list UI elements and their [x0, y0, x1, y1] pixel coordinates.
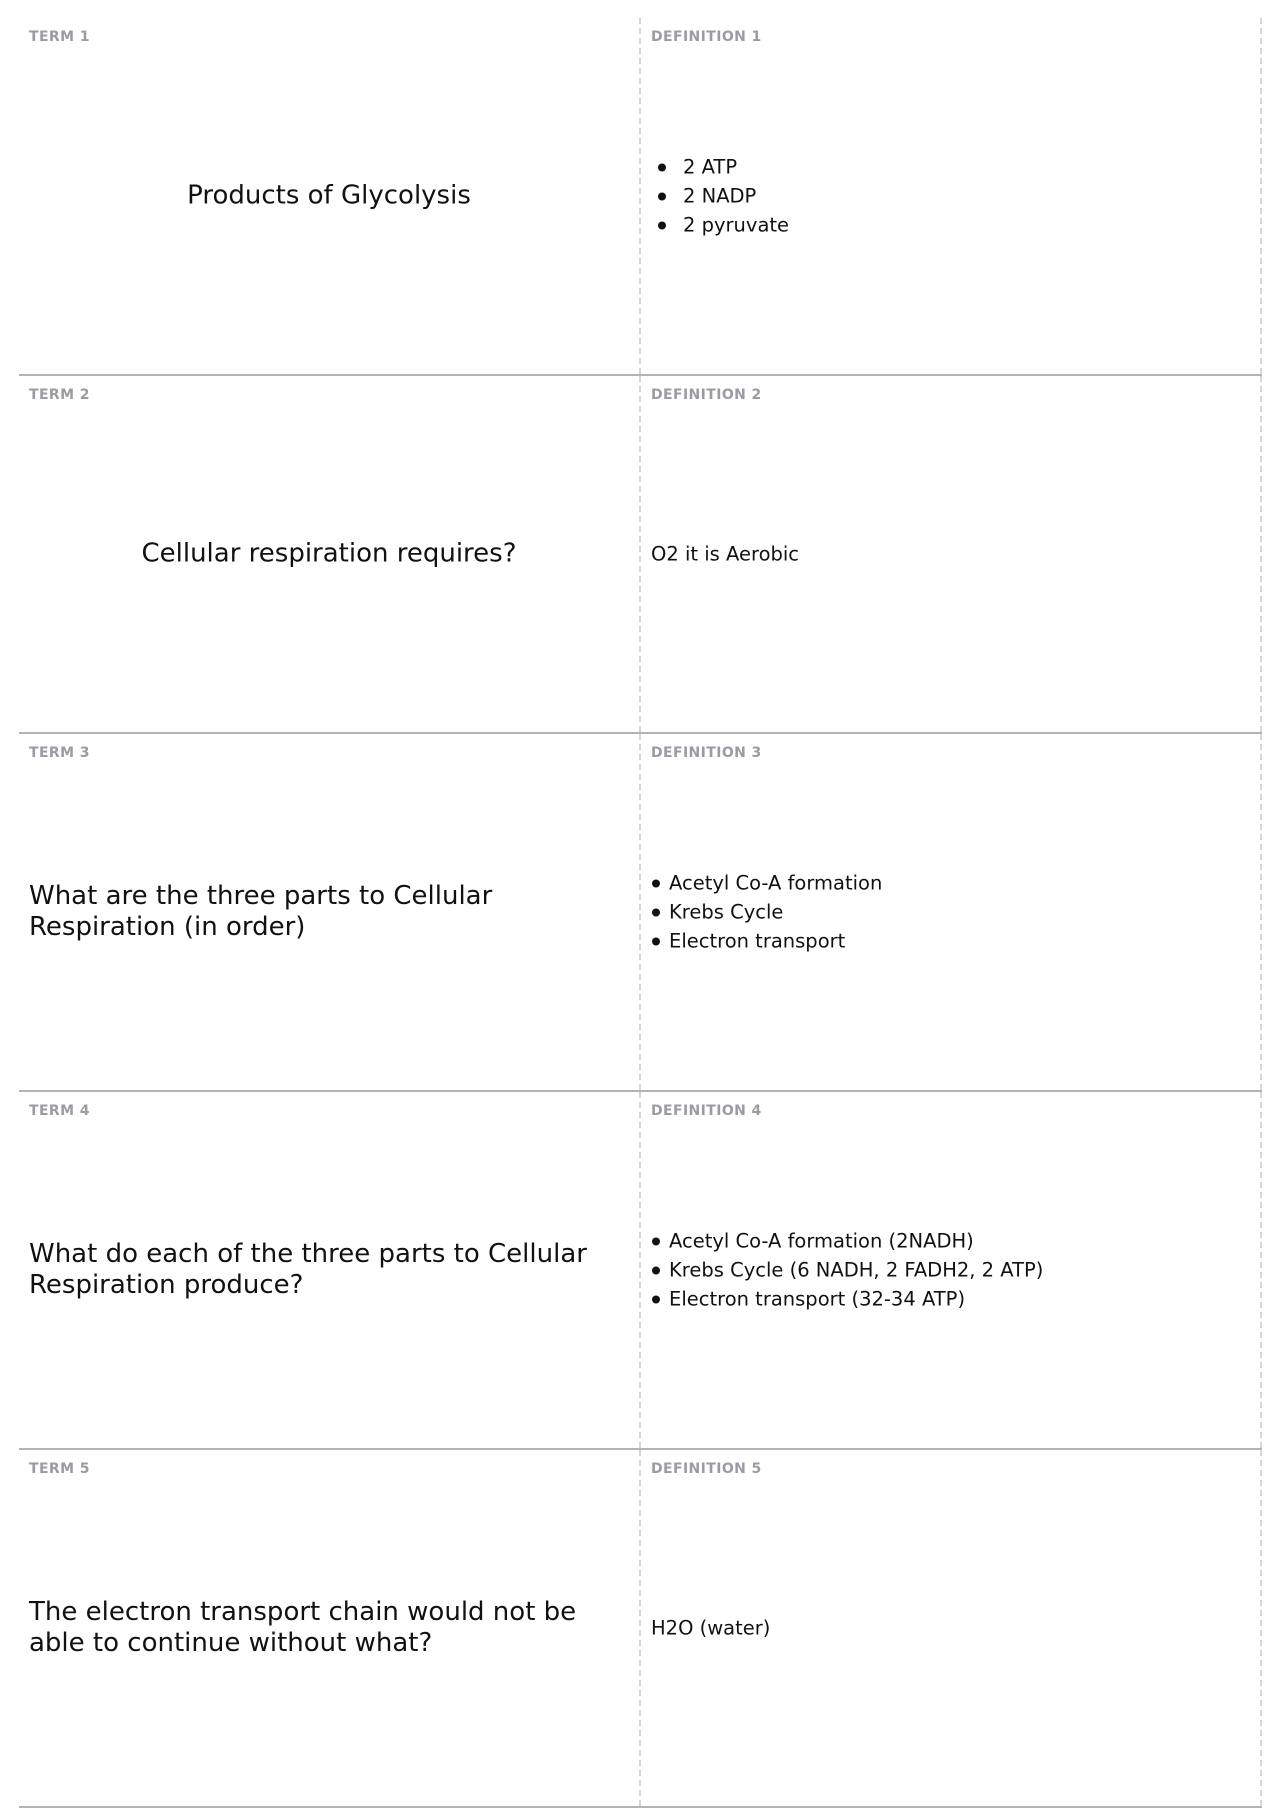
term-cell	[19, 1092, 641, 1448]
term-cell	[19, 734, 641, 1090]
flashcard-row	[19, 18, 1262, 376]
definition-cell	[641, 1092, 1262, 1448]
definition-list-item: 2 ATP	[651, 153, 1240, 182]
term-text: The electron transport chain would not be able to continue without what?	[29, 1597, 577, 1658]
definition-body	[651, 153, 1240, 240]
term-label: TERM 4	[29, 1103, 90, 1119]
definition-cell	[641, 376, 1262, 732]
definition-list-item: Acetyl Co-A formation	[651, 869, 1240, 898]
definition-label: DEFINITION 2	[651, 387, 762, 403]
term-label: TERM 1	[29, 29, 90, 45]
term-label: TERM 3	[29, 745, 90, 761]
term-label: TERM 5	[29, 1461, 90, 1477]
definition-list-item: Krebs Cycle (6 NADH, 2 FADH2, 2 ATP)	[651, 1256, 1240, 1285]
definition-body	[651, 1227, 1240, 1314]
definition-cell	[641, 1450, 1262, 1806]
definition-body	[651, 869, 1240, 956]
term-text: What are the three parts to Cellular Respiration (in order)	[29, 881, 493, 942]
definition-list-item: Acetyl Co-A formation (2NADH)	[651, 1227, 1240, 1256]
flashcard-row	[19, 376, 1262, 734]
definition-list	[651, 153, 1240, 240]
definition-list	[651, 869, 1240, 956]
term-text: Products of Glycolysis	[187, 180, 471, 211]
definition-label: DEFINITION 5	[651, 1461, 762, 1477]
flashcard-row	[19, 1092, 1262, 1450]
definition-label: DEFINITION 1	[651, 29, 762, 45]
definition-list-item: Electron transport	[651, 927, 1240, 956]
term-cell	[19, 376, 641, 732]
definition-text: O2 it is Aerobic	[651, 542, 800, 566]
definition-label: DEFINITION 4	[651, 1103, 762, 1119]
definition-list-item: Electron transport (32-34 ATP)	[651, 1285, 1240, 1314]
term-text: Cellular respiration requires?	[141, 538, 517, 569]
definition-list-item: Krebs Cycle	[651, 898, 1240, 927]
term-label: TERM 2	[29, 387, 90, 403]
definition-list-item: 2 NADP	[651, 182, 1240, 211]
term-text: What do each of the three parts to Cellular Respiration produce?	[29, 1239, 587, 1300]
definition-cell	[641, 18, 1262, 374]
definition-list	[651, 1227, 1240, 1314]
flashcard-row	[19, 734, 1262, 1092]
definition-label: DEFINITION 3	[651, 745, 762, 761]
flashcard-row	[19, 1450, 1262, 1808]
term-cell	[19, 1450, 641, 1806]
definition-cell	[641, 734, 1262, 1090]
flashcard-sheet	[19, 18, 1262, 1808]
definition-list-item: 2 pyruvate	[651, 211, 1240, 240]
term-cell	[19, 18, 641, 374]
definition-text: H2O (water)	[651, 1616, 771, 1640]
